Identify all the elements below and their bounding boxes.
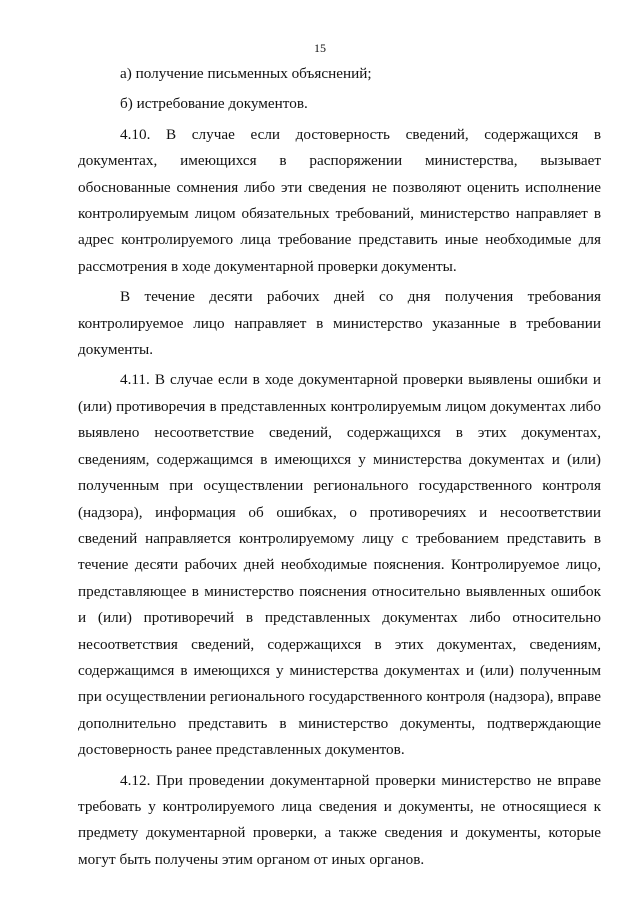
paragraph-item-a: а) получение письменных объяснений; [120,65,372,82]
page-number: 15 [314,41,326,55]
paragraph-4-11: 4.11. В случае если в ходе документарной проверки выявлены ошибки и (или) противоречия в представленных контролируемым лицом документах либо выявлено несоответствие сведений, содержащихся в этих документах, сведениям, содержащимся в имеющихся у министерства документах и (или) полученным при осуществлении регионального государственного контроля (надзора), информация об ошибках, о противоречиях и несоответствии сведений направляется контролируемому лицу с требованием представить в течение десяти рабочих дней необходимые пояснения. Контролируемое лицо, представляющее в министерство пояснения относительно выявленных ошибок и (или) противоречий в представленных документах либо относительно несоответствия сведений, содержащихся в этих документах, сведениям, содержащимся в имеющихся у министерства документах и (или) полученным при осуществлении регионального государственного контроля (надзора), вправе дополнительно представить в министерство документы, подтверждающие достоверность ранее представленных документов. [78,371,601,759]
paragraph-4-12: 4.12. При проведении документарной проверки министерство не вправе требовать у контролируемого лица сведения и документы, не относящиеся к предмету документарной проверки, а также сведения и документы, которые могут быть получены этим органом от иных органов. [78,771,601,868]
paragraph-4-10-deadline: В течение десяти рабочих дней со дня получения требования контролируемое лицо направляет в министерство указанные в требовании документы. [78,288,601,359]
document-body [78,61,601,873]
paragraph-item-b: б) истребование документов. [120,95,308,113]
paragraph-4-10: 4.10. В случае если достоверность сведений, содержащихся в документах, имеющихся в распоряжении министерства, вызывает обоснованные сомнения либо эти сведения не позволяют оценить исполнение контролируемым лицом обязательных требований, министерство направляет в адрес контролируемого лица требование представить иные необходимые для рассмотрения в ходе документарной проверки документы. [78,125,601,275]
